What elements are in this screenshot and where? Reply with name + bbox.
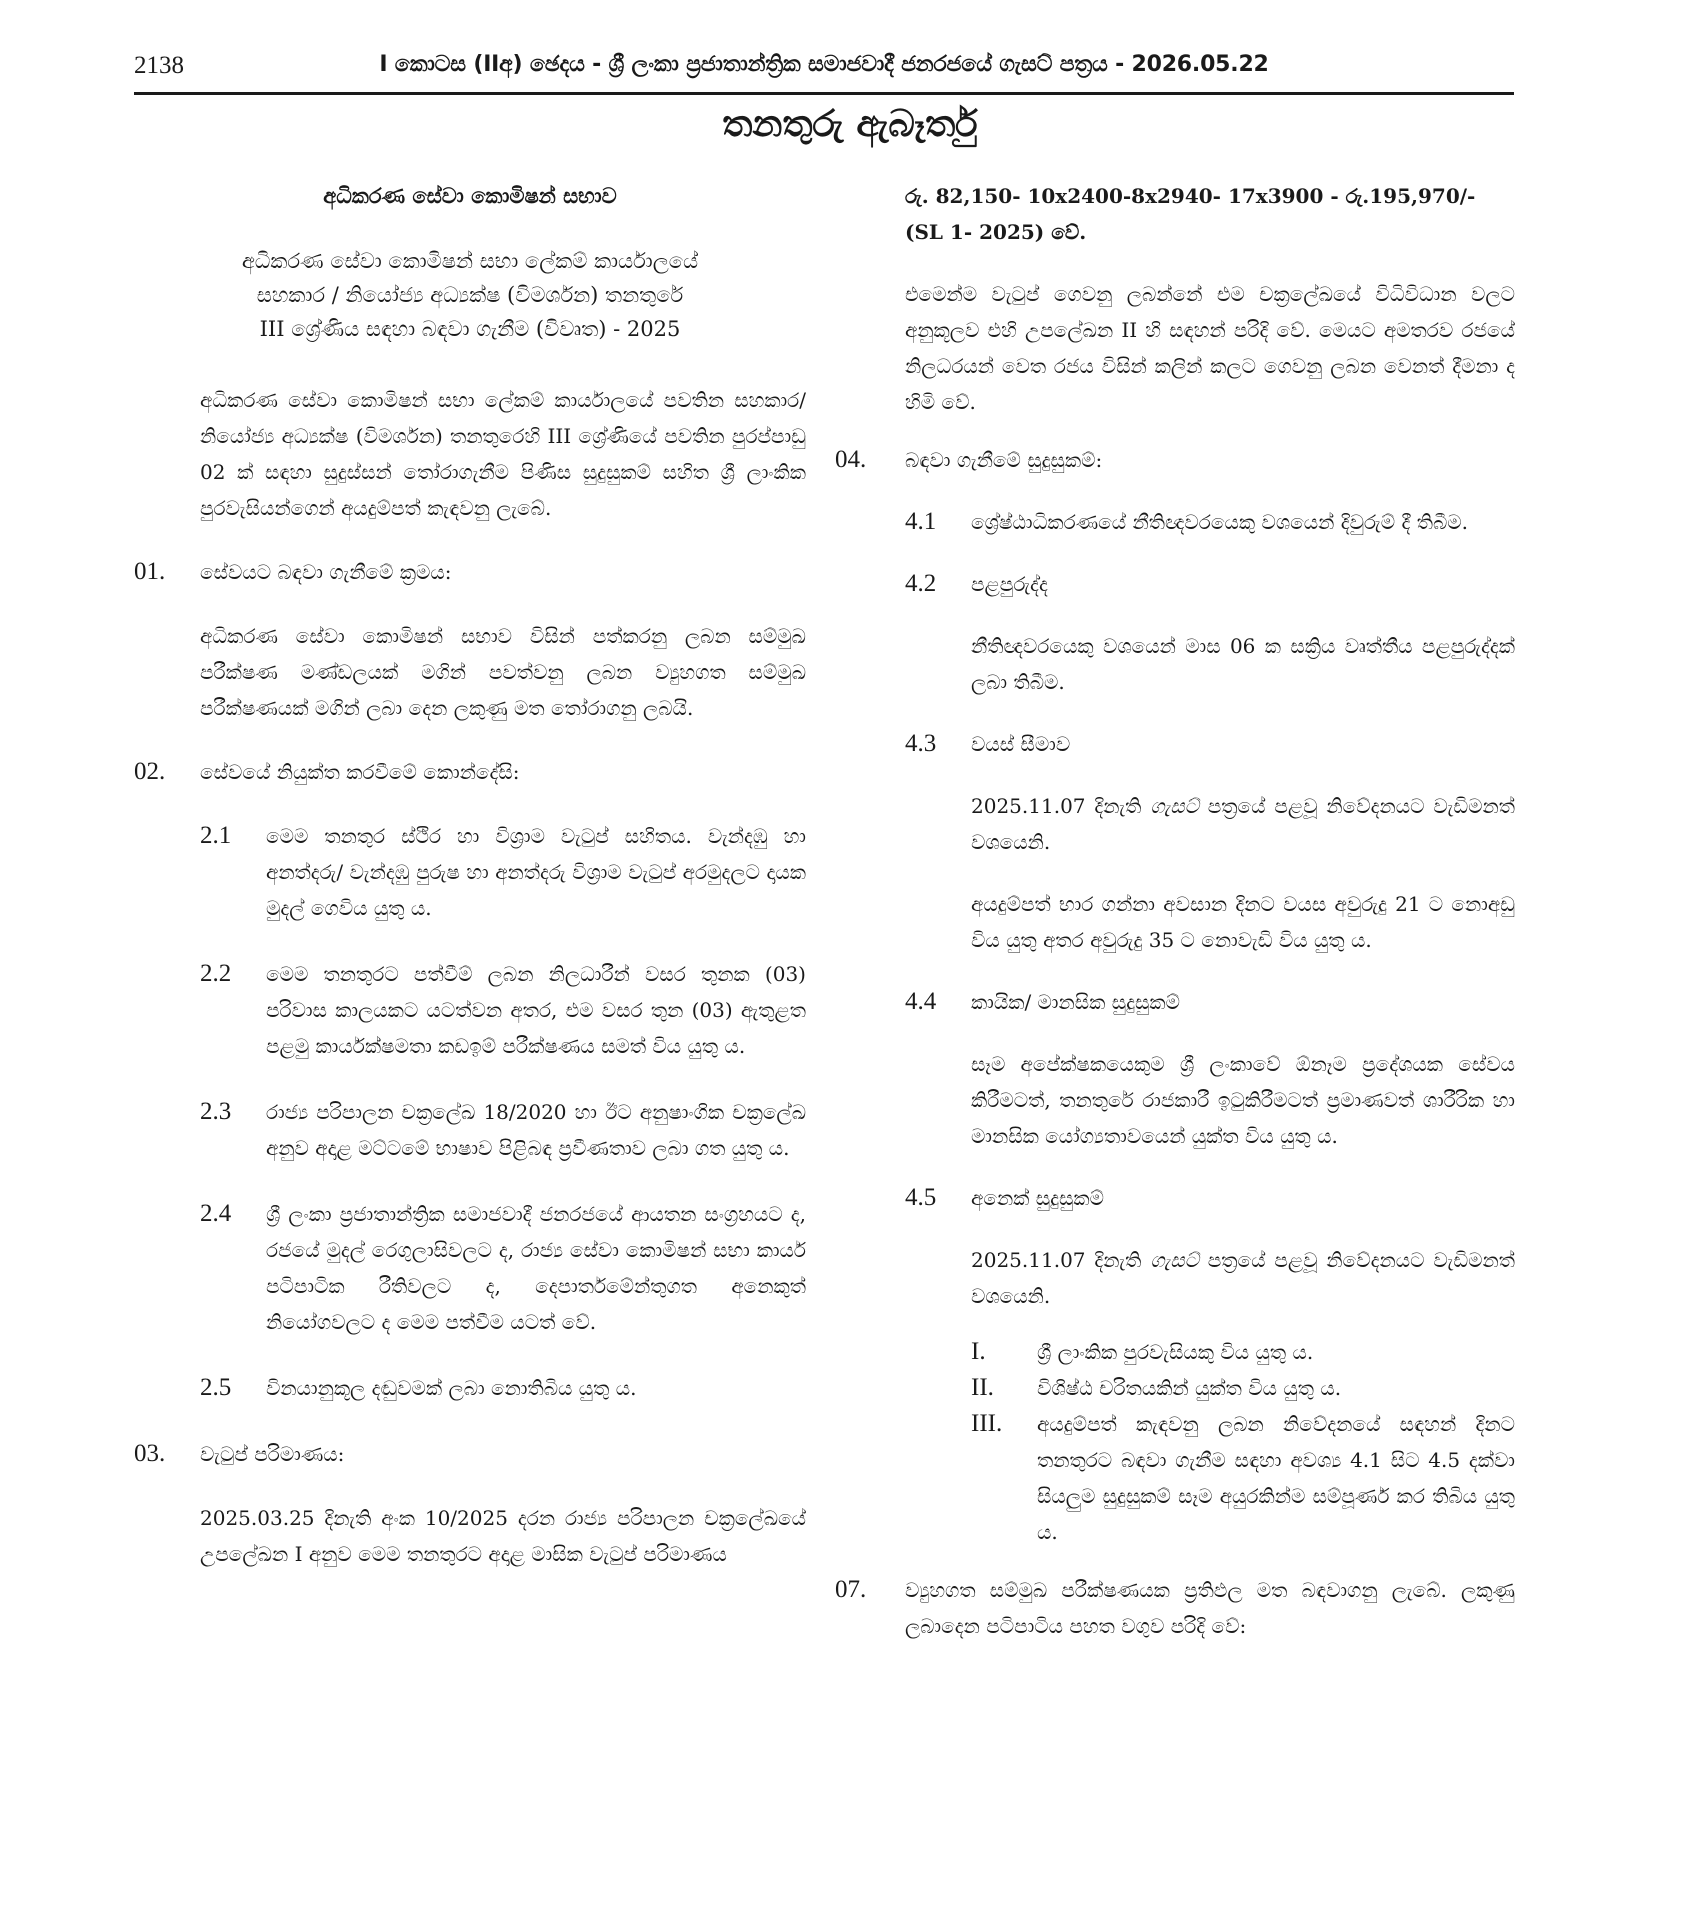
item-body bbox=[835, 788, 1515, 860]
item-text: විනයානුකූල දඬුවමක් ලබා නොතිබිය යුතු ය. bbox=[266, 1376, 637, 1400]
roman-text: ශ්‍රී ලාංකික පුරවැසියකු විය යුතු ය. bbox=[1037, 1340, 1314, 1364]
item-body-text: පත්‍රයේ පළවූ නිවේදනයට වැඩිමනත් වශයෙනි. bbox=[971, 1248, 1515, 1308]
notice-title bbox=[134, 244, 806, 346]
notice-title-line: අධිකරණ සේවා කොමිෂන් සභා ලේකම් කාර්යාලයේ bbox=[241, 249, 699, 273]
org-heading: අධිකරණ සේවා කොමිෂන් සභාව bbox=[323, 183, 617, 208]
item-text: වයස් සීමාව bbox=[971, 732, 1071, 756]
section-heading: සේවයට බඳවා ගැනීමේ ක්‍රමය: bbox=[200, 560, 452, 584]
item-number: 2.1 bbox=[200, 822, 232, 849]
gazette-italic: ගැසට් bbox=[1150, 1248, 1199, 1272]
section-02 bbox=[134, 754, 806, 790]
section-01-body: අධිකරණ සේවා කොමිෂන් සභාව විසින් පත්කරනු ලබන සම්මුඛ පරීක්ෂණ මණ්ඩලයක් මගින් පවත්වනු ලබන ව්‍යුහගත සම්මුඛ පරීක්ෂණයක් මගින් ලබා දෙන ලකුණු මත තෝරාගනු ලබයි. bbox=[200, 624, 806, 720]
roman-item bbox=[971, 1370, 1515, 1406]
item-body: නීතිඥවරයෙකු වශයෙන් මාස 06 ක සක්‍රිය වෘත්තීය පළපුරුද්දක් ලබා තිබීම. bbox=[971, 634, 1515, 694]
condition-item bbox=[134, 1094, 806, 1166]
item-text: මෙම තනතුර ස්ථිර හා විශ්‍රාම වැටුප් සහිතය. වැන්දඹු හා අනත්දරු/ වැන්දඹු පුරුෂ හා අනත්දරු විශ්‍රාම වැටුප් අරමුදලට දායක මුදල් ගෙවිය යුතු ය. bbox=[266, 824, 806, 920]
section-03-body: 2025.03.25 දිනැති අංක 10/2025 දරන රාජ්‍ය පරිපාලන චක්‍රලේඛයේ උපලේඛන I අනුව මෙම තනතුරට අදාළ මාසික වැටුප් පරිමාණය bbox=[200, 1506, 806, 1566]
section-number: 03. bbox=[134, 1440, 166, 1467]
condition-item bbox=[134, 818, 806, 926]
qualification-item bbox=[835, 984, 1515, 1020]
item-number: 4.5 bbox=[905, 1184, 937, 1211]
roman-number: III. bbox=[971, 1410, 1003, 1437]
condition-item bbox=[134, 956, 806, 1064]
item-number: 2.3 bbox=[200, 1098, 232, 1125]
item-body bbox=[835, 1242, 1515, 1314]
item-text: පළපුරුද්ද bbox=[971, 572, 1048, 596]
section-01 bbox=[134, 554, 806, 590]
section-07 bbox=[835, 1572, 1515, 1644]
section-number: 01. bbox=[134, 558, 166, 585]
item-text: මෙම තනතුරට පත්වීම් ලබන නිලධාරීන් වසර තුනක (03) පරිවාස කාලයකට යටත්වන අතර, එම වසර තුන (03) ඇතුළත පළමු කාර්යක්ෂමතා කඩඉම් පරීක්ෂණය සමත් විය යුතු ය. bbox=[266, 962, 806, 1058]
qualification-item bbox=[835, 504, 1515, 540]
item-body: අයදුම්පත් භාර ගන්නා අවසාන දිනට වයස අවුරුදු 21 ට නොඅඩු විය යුතු අතර අවුරුදු 35 ට නොවැඩි විය යුතු ය. bbox=[971, 892, 1515, 952]
item-text: ශ්‍රී ලංකා ප්‍රජාතාන්ත්‍රික සමාජවාදී ජනරජයේ ආයතන සංග්‍රහයට ද, රජයේ මුදල් රෙගුලාසිවලට ද, රාජ්‍ය සේවා කොමිෂන් සභා කාර්ය පටිපාටික රීතිවලට ද, දෙපාර්තමේන්තුගත අනෙකුත් නියෝගවලට ද මෙම පත්වීම යටත් වේ. bbox=[266, 1202, 806, 1334]
page-number: 2138 bbox=[134, 52, 184, 79]
qualification-item bbox=[835, 566, 1515, 602]
left-column bbox=[134, 178, 806, 1572]
item-body-text: පත්‍රයේ පළවූ නිවේදනයට වැඩිමනත් වශයෙනි. bbox=[971, 794, 1515, 854]
gazette-italic: ගැසට් bbox=[1150, 794, 1199, 818]
condition-item bbox=[134, 1370, 806, 1406]
section-number: 04. bbox=[835, 446, 867, 473]
item-text: අනෙක් සුදුසුකම් bbox=[971, 1186, 1105, 1210]
item-number: 4.1 bbox=[905, 508, 937, 535]
item-text: ශ්‍රේෂ්ඨාධිකරණයේ නීතිඥවරයෙකු වශයෙන් දිවුරුම් දී තිබීම. bbox=[971, 510, 1468, 534]
item-text: කායික/ මානසික සුදුසුකම් bbox=[971, 990, 1180, 1014]
salary-note: එමෙන්ම වැටුප් ගෙවනු ලබන්නේ එම චක්‍රලේඛයේ විධිවිධාන වලට අනුකූලව එහි උපලේඛන II හි සඳහන් පරිදි වේ. මෙයට අමතරව රජයේ නිලධරයන් වෙත රජය විසින් කලින් කලට ගෙවනු ලබන වෙනත් දීමනා ද හිමි වේ. bbox=[905, 282, 1515, 414]
qualification-item bbox=[835, 1180, 1515, 1216]
roman-number: I. bbox=[971, 1338, 986, 1365]
section-heading: බඳවා ගැනීමේ සුදුසුකම්: bbox=[905, 448, 1103, 472]
section-number: 07. bbox=[835, 1576, 867, 1603]
item-number: 4.2 bbox=[905, 570, 937, 597]
section-title: තනතුරු ඇබෑර්තු bbox=[722, 102, 978, 145]
item-number: 2.4 bbox=[200, 1200, 232, 1227]
gazette-title: I කොටස (IIඅ) ඡෙදය - ශ්‍රී ලංකා ප්‍රජාතාන්ත්‍රික සමාජවාදී ජනරජයේ ගැසට් පත්‍රය - 2026.05.22 bbox=[379, 52, 1269, 77]
condition-item bbox=[134, 1196, 806, 1340]
item-body: සෑම අපේක්ෂකයෙකුම ශ්‍රී ලංකාවේ ඕනෑම ප්‍රදේශයක සේවය කිරීමටත්, තනතුරේ රාජකාරී ඉටුකිරීමටත් ප්‍රමාණවත් ශාරීරික හා මානසික යෝග්‍යතාවයෙන් යුක්ත විය යුතු ය. bbox=[971, 1052, 1515, 1148]
roman-item bbox=[971, 1334, 1515, 1370]
item-body-text: 2025.11.07 දිනැති bbox=[971, 794, 1151, 818]
notice-title-line: III ශ්‍රේණිය සඳහා බඳවා ගැනීම (විවෘත) - 2025 bbox=[259, 317, 681, 341]
roman-list bbox=[835, 1334, 1515, 1550]
page-header bbox=[134, 52, 1514, 95]
roman-text: විශිෂ්ඨ චරිතයකින් යුක්ත විය යුතු ය. bbox=[1037, 1376, 1342, 1400]
salary-scale bbox=[835, 178, 1515, 250]
item-text: රාජ්‍ය පරිපාලන චක්‍රලේඛ 18/2020 හා ඊට අනුෂාංගික චක්‍රලේඛ අනුව අදාළ මට්ටමේ භාෂාව පිළිබඳ ප්‍රවීණතාව ලබා ගත යුතු ය. bbox=[266, 1100, 806, 1160]
section-number: 02. bbox=[134, 758, 166, 785]
roman-item bbox=[971, 1406, 1515, 1550]
section-heading: වැටුප් පරිමාණය: bbox=[200, 1442, 345, 1466]
section-heading: ව්‍යුහගත සම්මුඛ පරීක්ෂණයක ප්‍රතිඵල මත බඳවාගනු ලැබේ. ලකුණු ලබාදෙන පටිපාටිය පහත වගුව පරිදි වේ: bbox=[905, 1578, 1515, 1638]
item-number: 4.4 bbox=[905, 988, 937, 1015]
right-column bbox=[835, 178, 1515, 1644]
item-number: 2.2 bbox=[200, 960, 232, 987]
item-number: 4.3 bbox=[905, 730, 937, 757]
section-heading: සේවයේ නියුක්ත කරවීමේ කොන්දේසි: bbox=[200, 760, 520, 784]
salary-scale-line: රු. 82,150- 10x2400-8x2940- 17x3900 - රු.195,970/- bbox=[905, 184, 1476, 208]
section-03 bbox=[134, 1436, 806, 1472]
salary-scale-line: (SL 1- 2025) වේ. bbox=[905, 220, 1087, 244]
roman-number: II. bbox=[971, 1374, 994, 1401]
notice-title-line: සහකාර / නියෝජ්‍ය අධ්‍යක්ෂ (විමර්ශන) තනතුරේ bbox=[256, 283, 684, 307]
intro-paragraph: අධිකරණ සේවා කොමිෂන් සභා ලේකම් කාර්යාලයේ පවතින සහකාර/නියෝජ්‍ය අධ්‍යක්ෂ (විමර්ශන) තනතුරෙහි III ශ්‍රේණියේ පවතින පුරප්පාඩු 02 ක් සඳහා සුදුස්සන් තෝරාගැනීම පිණිස සුදුසුකම් සහිත ශ්‍රී ලාංකික පුරවැසියන්ගෙන් අයදුම්පත් කැඳවනු ලැබේ. bbox=[200, 388, 806, 520]
item-number: 2.5 bbox=[200, 1374, 232, 1401]
section-04 bbox=[835, 442, 1515, 478]
roman-text: අයදුම්පත් කැඳවනු ලබන නිවේදනයේ සඳහන් දිනට තනතුරට බඳවා ගැනීම සඳහා අවශ්‍ය 4.1 සිට 4.5 දක්වා සියලුම සුදුසුකම් සෑම අයුරකින්ම සම්පූර්ණ කර තිබිය යුතු ය. bbox=[1037, 1412, 1515, 1544]
qualification-item bbox=[835, 726, 1515, 762]
item-body-text: 2025.11.07 දිනැති bbox=[971, 1248, 1151, 1272]
